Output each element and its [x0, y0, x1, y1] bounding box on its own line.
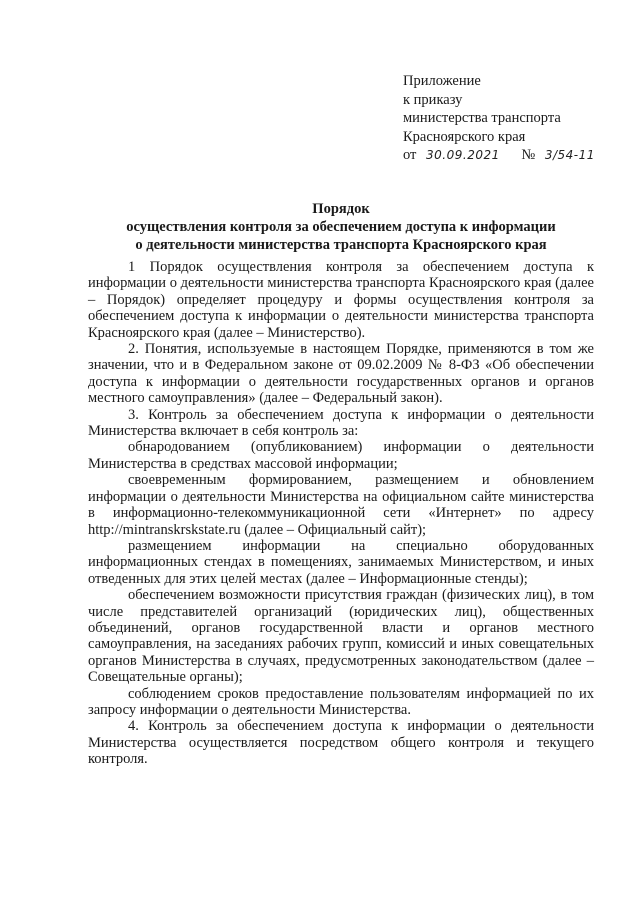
appendix-line-1: Приложение	[403, 73, 481, 89]
paragraph-2: 2. Понятия, используемые в настоящем Порядке, применяются в том же значении, что и в Федеральном законе от 09.02.2009 № 8-ФЗ «Об обеспечении доступа к информации о деятельности государственных органов и органов местного самоуправления» (далее – Федеральный закон).	[88, 341, 594, 407]
document-body	[88, 259, 594, 768]
appendix-line-2: к приказу	[403, 91, 463, 108]
appendix-date-line	[403, 146, 595, 165]
document-title	[88, 200, 594, 254]
paragraph-3-item-3: размещением информации на специально оборудованных информационных стендах в помещениях, занимаемых Министерством, и иных отведенных для этих целей местах (далее – Информационные стенды);	[88, 537, 594, 587]
appendix-line-4: Красноярского края	[403, 128, 526, 145]
handwritten-number: 3/54-11	[544, 148, 595, 162]
number-prefix: №	[521, 147, 536, 163]
paragraph-1: 1 Порядок осуществления контроля за обеспечением доступа к информации о деятельности министерства транспорта Красноярского края (далее – Порядок) определяет процедуру и формы осуществления контроля за обеспечением доступа к информации о деятельности министерства транспорта Красноярского края (далее – Министерство).	[88, 259, 594, 341]
paragraph-3: 3. Контроль за обеспечением доступа к информации о деятельности Министерства включает в себя контроль за:	[88, 406, 594, 440]
date-prefix: от	[403, 147, 417, 163]
paragraph-4: 4. Контроль за обеспечением доступа к информации о деятельности Министерства осуществляется посредством общего контроля и текущего контроля.	[88, 718, 594, 768]
paragraph-3-item-1: обнародованием (опубликованием) информации о деятельности Министерства в средствах массовой информации;	[88, 439, 594, 472]
title-line-1: Порядок	[312, 201, 370, 217]
title-line-3: о деятельности министерства транспорта Красноярского края	[135, 237, 547, 253]
appendix-block	[403, 72, 595, 165]
paragraph-3-item-4: обеспечением возможности присутствия граждан (физических лиц), в том числе представителей организаций (юридических лиц), общественных объединений, органов государственной власти и органов местного самоуправления, на заседаниях рабочих групп, комиссий и иных совещательных органов Министерства в случаях, предусмотренных законодательством (далее – Совещательные органы);	[88, 587, 594, 686]
paragraph-3-item-2: своевременным формированием, размещением и обновлением информации о деятельности Министерства на официальном сайте министерства в информационно-телекоммуникационной сети «Интернет» по адресу http://mintranskrskstate.ru (далее – Официальный сайт);	[88, 472, 594, 538]
paragraph-3-item-5: соблюдением сроков предоставление пользователям информацией по их запросу информации о деятельности Министерства.	[88, 685, 594, 718]
title-line-2: осуществления контроля за обеспечением доступа к информации	[126, 219, 556, 235]
handwritten-date: 30.09.2021	[426, 148, 500, 162]
appendix-line-3: министерства транспорта	[403, 110, 561, 126]
